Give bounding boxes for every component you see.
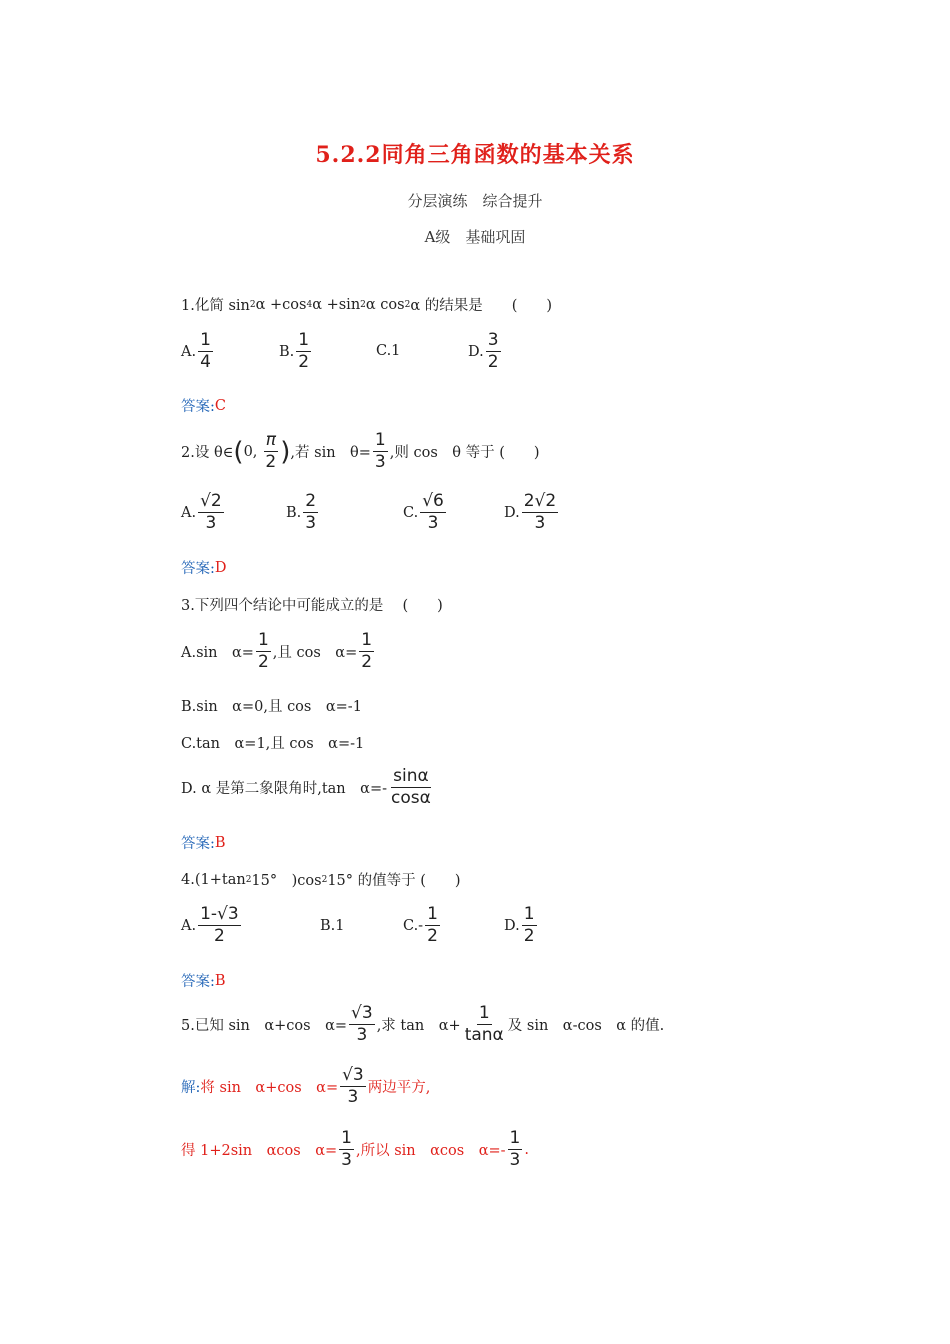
- q2-option-b: B. $\frac{2}{3}$: [286, 491, 317, 533]
- q2-answer: 答案: D: [181, 559, 227, 577]
- q4-option-c: C.- $\frac{1}{2}$: [403, 904, 438, 946]
- level-heading: A级 基础巩固: [424, 228, 526, 246]
- solution-line-2: 得 1+2sin αcos α= $\frac{1}{3}$ ,所以 sin αcos α=- $\frac{1}{3}$ .: [181, 1128, 529, 1170]
- q1-option-c: C.1: [376, 343, 401, 359]
- question-4: 4.(1+tan 2 15° )cos 2 15° 的值等于 ( ): [181, 871, 461, 889]
- q1-answer: 答案: C: [181, 397, 226, 415]
- solution-line-1: 解: 将 sin α+cos α= $\frac{√3}{3}$ 两边平方,: [181, 1065, 431, 1107]
- q1-option-d: D. $\frac{3}{2}$: [468, 330, 499, 372]
- subtitle: 分层演练 综合提升: [407, 192, 543, 210]
- q4-option-d: D. $\frac{1}{2}$: [504, 904, 535, 946]
- question-5: 5.已知 sin α+cos α= $\frac{√3}{3}$ ,求 tan α+ $\frac{1}{\tan\alpha}$ 及 sin α-cos α 的值.: [181, 1003, 665, 1045]
- q4-answer: 答案: B: [181, 972, 226, 990]
- q1-option-b: B. $\frac{1}{2}$: [279, 330, 310, 372]
- q4-option-a: A. $\frac{1-√3}{2}$: [181, 904, 239, 946]
- page-title: 5.2.2同角三角函数的基本关系: [315, 142, 635, 168]
- q3-answer: 答案: B: [181, 834, 226, 852]
- q3-option-a: A.sin α= $\frac{1}{2}$ ,且 cos α= $\frac{1}{2}$: [181, 630, 373, 672]
- q2-option-a: A. $\frac{√2}{3}$: [181, 491, 222, 533]
- q3-option-c: C.tan α=1,且 cos α=-1: [181, 736, 365, 752]
- q1-option-a: A. $\frac{1}{4}$: [181, 330, 211, 372]
- q3-option-d: D. α 是第二象限角时,tan α=- $\frac{\sin\alpha}{\cos\alpha}$: [181, 766, 431, 808]
- q2-option-d: D. $\frac{2√2}{3}$: [504, 491, 557, 533]
- q3-option-b: B.sin α=0,且 cos α=-1: [181, 699, 362, 715]
- q2-option-c: C. $\frac{√6}{3}$: [403, 491, 444, 533]
- question-3: 3.下列四个结论中可能成立的是 ( ): [181, 598, 443, 614]
- question-2: 2.设 θ∈ ( 0, $\frac{\pi}{2}$ ) ,若 sin θ= $\frac{1}{3}$ ,则 cos θ 等于 ( ): [181, 430, 540, 472]
- question-1: 1.化简 sin 2 α +cos 4 α +sin 2 α cos 2 α 的结果是 ( ): [181, 296, 553, 314]
- q4-option-b: B.1: [320, 918, 345, 934]
